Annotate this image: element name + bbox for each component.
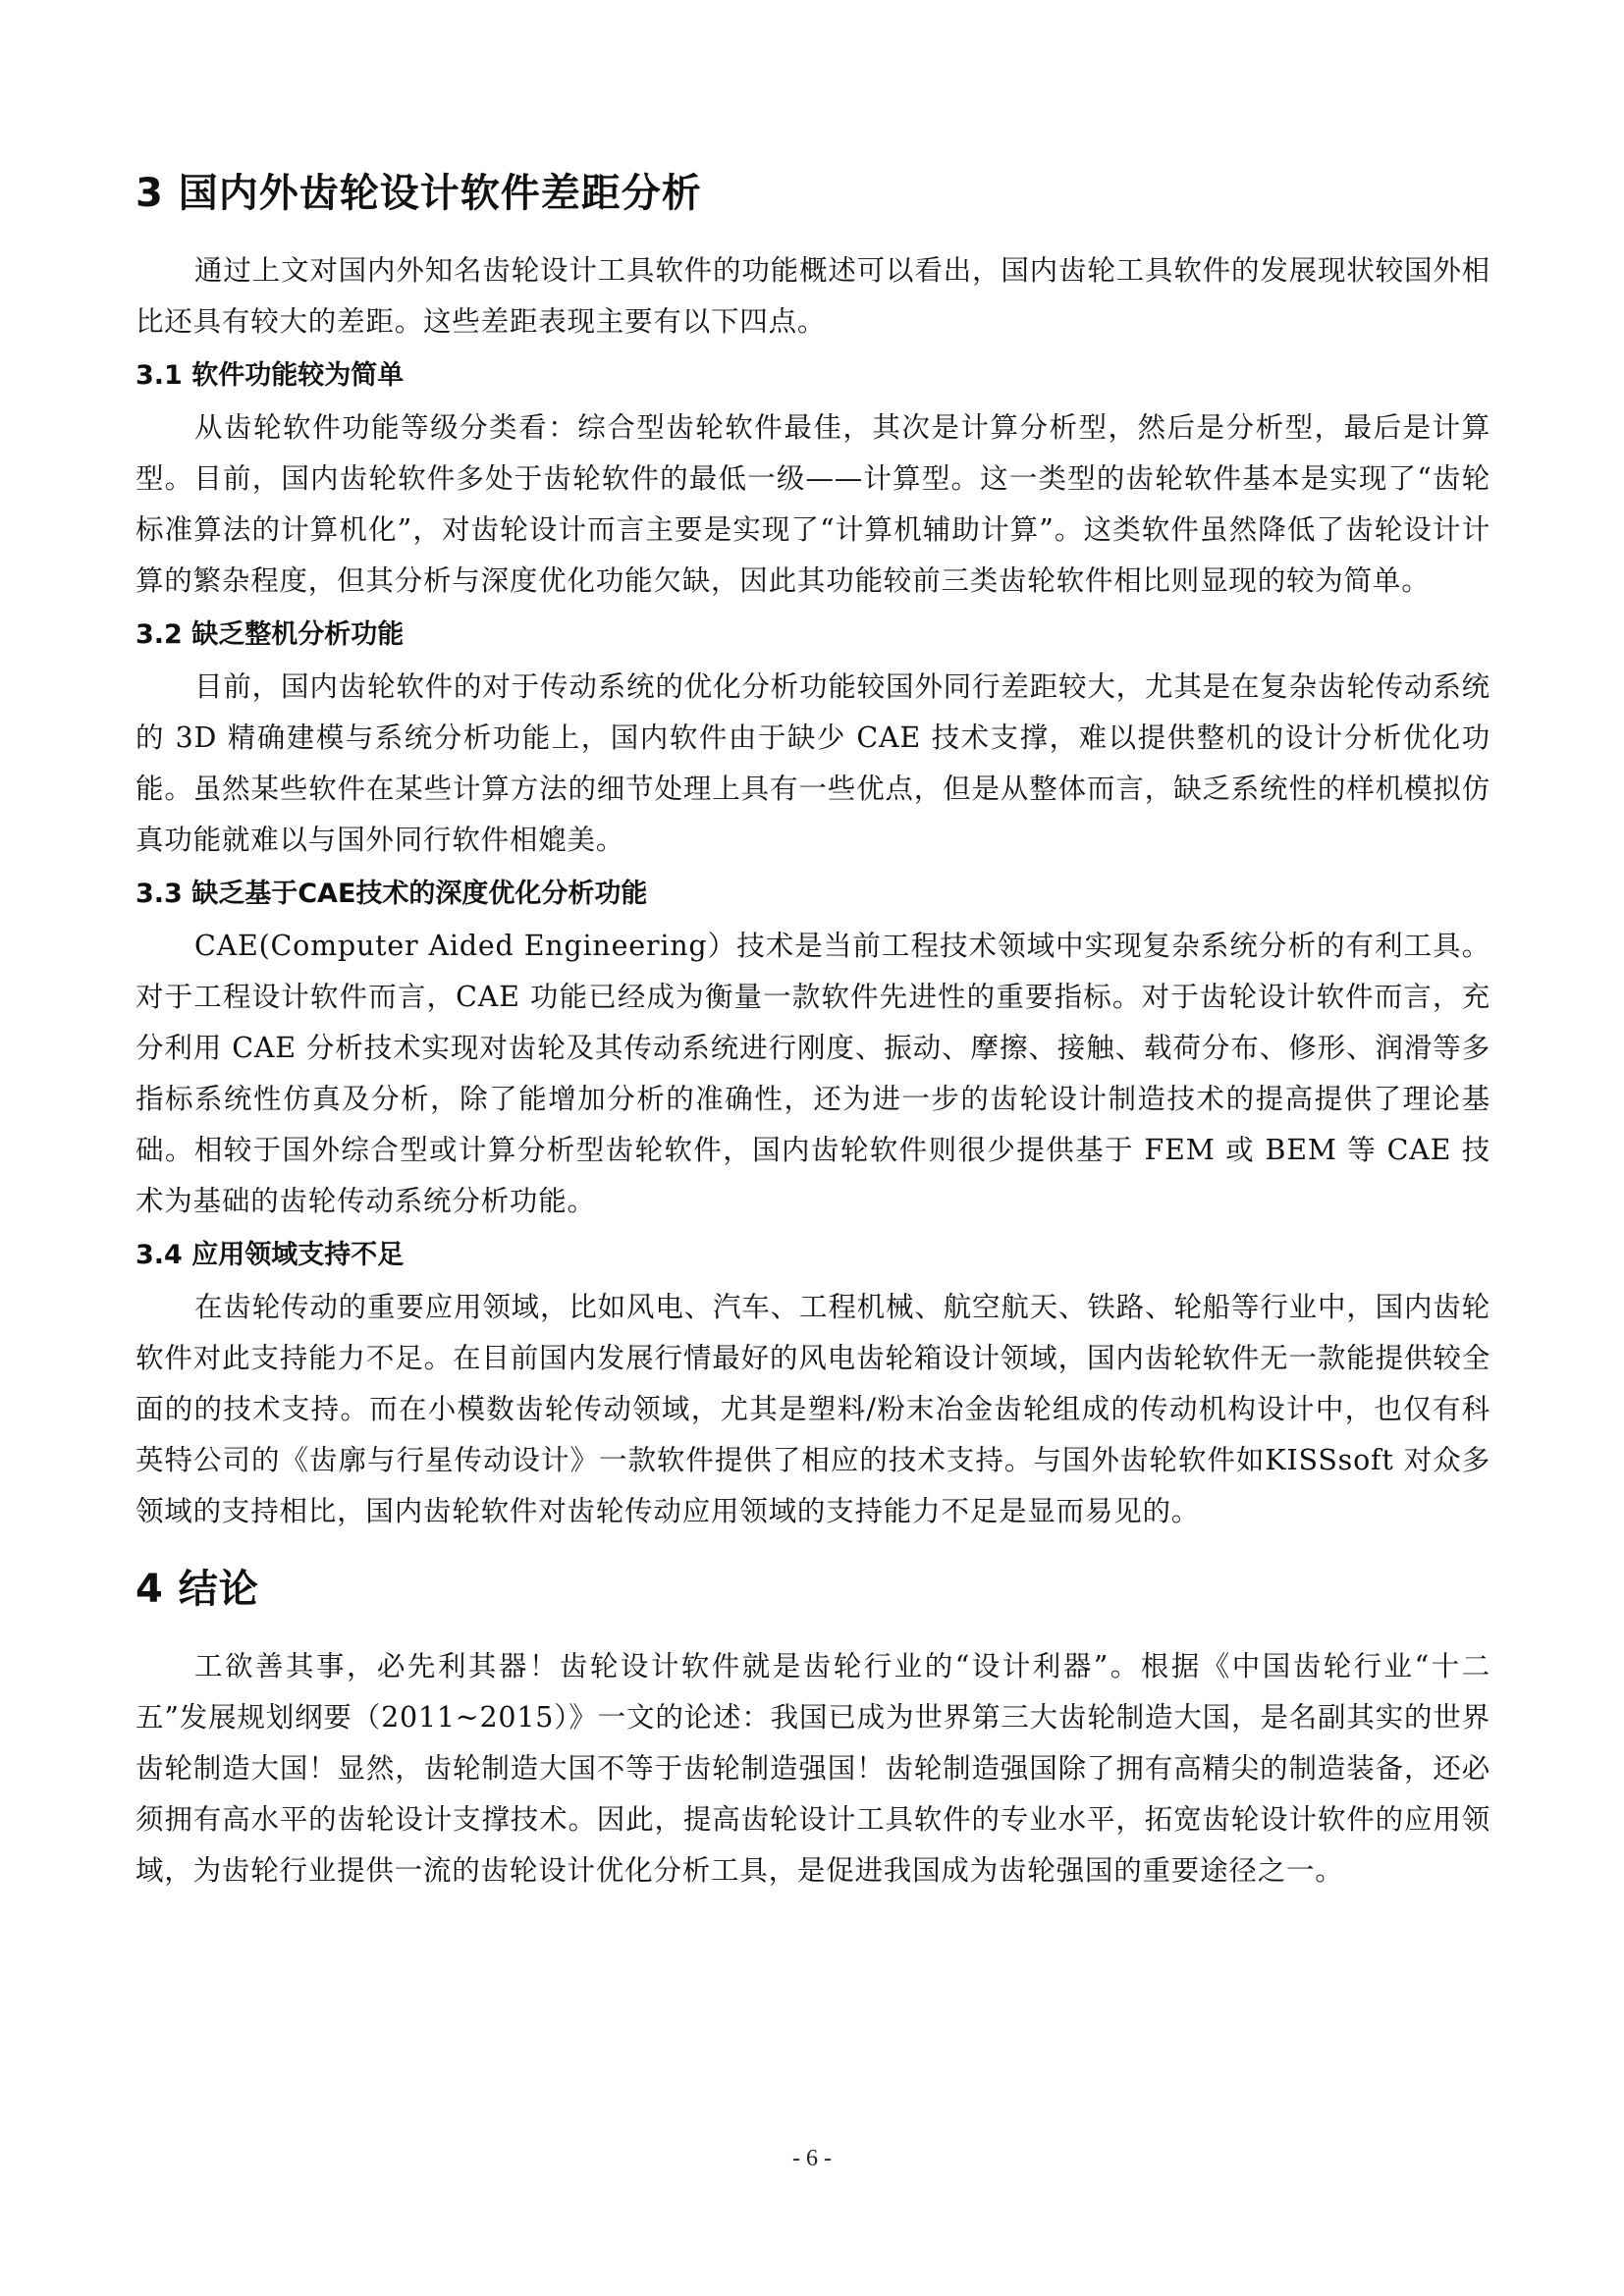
subsection-heading-system-analysis: 3.2 缺乏整机分析功能	[135, 619, 405, 650]
subsection-paragraph-cae-optimization: CAE(Computer Aided Engineering）技术是当前工程技术领域中实现复杂系统分析的有利工具。对于工程设计软件而言，CAE 功能已经成为衡量一款软件先进性的重要指标。对于齿轮设计软件而言，充分利用 CAE 分析技术实现对齿轮及其传动系统进行刚度、振动、摩擦、接触、载荷分布、修形、润滑等多指标系统性仿真及分析，除了能增加分析的准确性，还为进一步的齿轮设计制造技术的提高提供了理论基础。相较于国外综合型或计算分析型齿轮软件，国内齿轮软件则很少提供基于 FEM 或 BEM 等 CAE 技术为基础的齿轮传动系统分析功能。	[135, 930, 1490, 1217]
document-body	[135, 147, 1490, 1902]
section-intro-paragraph: 通过上文对国内外知名齿轮设计工具软件的功能概述可以看出，国内齿轮工具软件的发展现状较国外相比还具有较大的差距。这些差距表现主要有以下四点。	[135, 254, 1490, 338]
subsection-paragraph-simple-functions: 从齿轮软件功能等级分类看：综合型齿轮软件最佳，其次是计算分析型，然后是分析型，最后是计算型。目前，国内齿轮软件多处于齿轮软件的最低一级——计算型。这一类型的齿轮软件基本是实现了“齿轮标准算法的计算机化”，对齿轮设计而言主要是实现了“计算机辅助计算”。这类软件虽然降低了齿轮设计计算的繁杂程度，但其分析与深度优化功能欠缺，因此其功能较前三类齿轮软件相比则显现的较为简单。	[135, 411, 1490, 597]
subsection-heading-cae-optimization: 3.3 缺乏基于CAE技术的深度优化分析功能	[135, 879, 648, 909]
conclusion-paragraph: 工欲善其事，必先利其器！齿轮设计软件就是齿轮行业的“设计利器”。根据《中国齿轮行业“十二五”发展规划纲要（2011~2015）》一文的论述：我国已成为世界第三大齿轮制造大国，是名副其实的世界齿轮制造大国！显然，齿轮制造大国不等于齿轮制造强国！齿轮制造强国除了拥有高精尖的制造装备，还必须拥有高水平的齿轮设计支撑技术。因此，提高齿轮设计工具软件的专业水平，拓宽齿轮设计软件的应用领域，为齿轮行业提供一流的齿轮设计优化分析工具，是促进我国成为齿轮强国的重要途径之一。	[135, 1650, 1490, 1887]
subsection-paragraph-system-analysis: 目前，国内齿轮软件的对于传动系统的优化分析功能较国外同行差距较大，尤其是在复杂齿轮传动系统的 3D 精确建模与系统分析功能上，国内软件由于缺少 CAE 技术支撑，难以提供整机的设计分析优化功能。虽然某些软件在某些计算方法的细节处理上具有一些优点，但是从整体而言，缺乏系统性的样机模拟仿真功能就难以与国外同行软件相媲美。	[135, 670, 1490, 856]
subsection-heading-application-support: 3.4 应用领域支持不足	[135, 1240, 405, 1270]
section-heading-conclusion: 4 结论	[135, 1567, 259, 1612]
page-number: - 6 -	[792, 2146, 832, 2171]
subsection-paragraph-application-support: 在齿轮传动的重要应用领域，比如风电、汽车、工程机械、航空航天、铁路、轮船等行业中，国内齿轮软件对此支持能力不足。在目前国内发展行情最好的风电齿轮箱设计领域，国内齿轮软件无一款能提供较全面的的技术支持。而在小模数齿轮传动领域，尤其是塑料/粉末冶金齿轮组成的传动机构设计中，也仅有科英特公司的《齿廓与行星传动设计》一款软件提供了相应的技术支持。与国外齿轮软件如KISSsoft 对众多领域的支持相比，国内齿轮软件对齿轮传动应用领域的支持能力不足是显而易见的。	[135, 1291, 1490, 1527]
section-heading-gap-analysis: 3 国内外齿轮设计软件差距分析	[135, 171, 702, 216]
subsection-heading-simple-functions: 3.1 软件功能较为简单	[135, 360, 405, 391]
